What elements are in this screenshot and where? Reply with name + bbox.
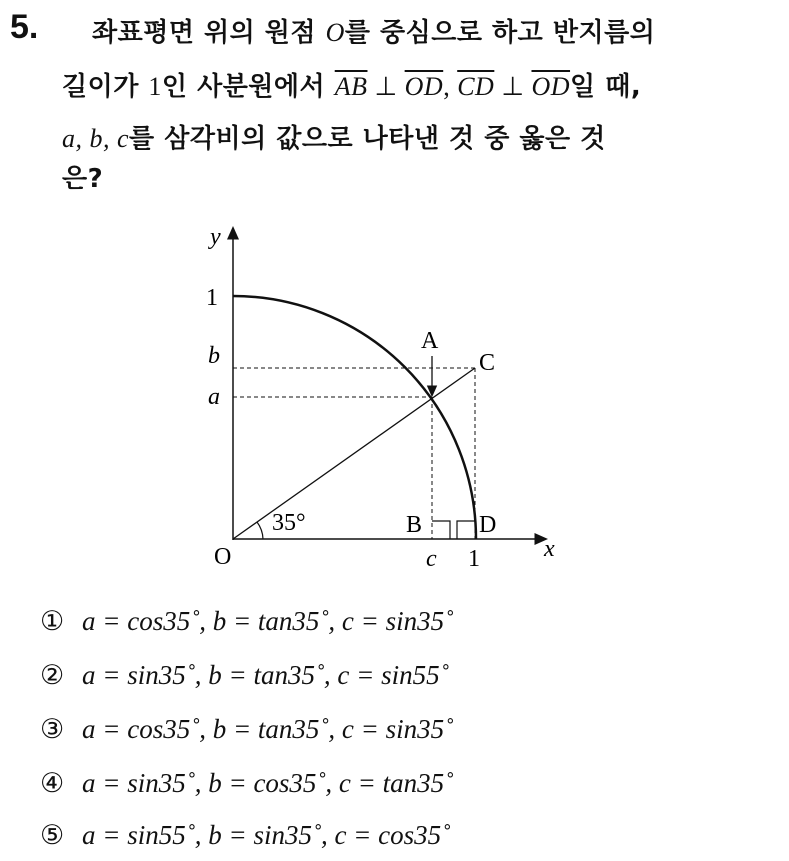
label-a: a	[208, 384, 220, 410]
choice-3-label: ③	[40, 714, 65, 744]
origin-label: O	[214, 544, 232, 570]
question-line-4: 은?	[62, 164, 104, 194]
right-angle-B	[432, 521, 450, 539]
choice-4[interactable]	[40, 768, 453, 799]
y-axis-label: y	[210, 224, 221, 250]
choice-1[interactable]	[40, 606, 453, 637]
choice-4-text: a = sin35˚, b = cos35˚, c = tan35˚	[82, 768, 454, 798]
choice-3[interactable]	[40, 714, 453, 745]
x-tick-1: 1	[468, 546, 480, 572]
question-line-2: 길이가 1인 사분원에서 $\overline{AB}$ ⊥ $\overline{OD}$, $\overline{CD}$ ⊥ $\overline{OD}$일 때,	[62, 72, 642, 102]
choice-5-text: a = sin55˚, b = sin35˚, c = cos35˚	[82, 820, 451, 850]
point-D-label: D	[479, 512, 497, 538]
angle-label: 35°	[272, 510, 306, 536]
point-A-label: A	[421, 328, 439, 354]
question-line-3: a, b, c를 삼각비의 값으로 나타낸 것 중 옳은 것	[62, 124, 606, 154]
choice-3-text: a = cos35˚, b = tan35˚, c = sin35˚	[82, 714, 454, 744]
line-OC	[233, 368, 475, 539]
question-number: 5.	[10, 8, 39, 46]
choice-1-label: ①	[40, 606, 65, 636]
point-C-label: C	[479, 350, 496, 376]
choice-4-label: ④	[40, 768, 65, 798]
choice-2-label: ②	[40, 660, 65, 690]
choice-5[interactable]	[40, 820, 450, 851]
y-tick-1: 1	[206, 285, 218, 311]
choice-5-label: ⑤	[40, 820, 65, 850]
right-angle-D	[457, 521, 475, 539]
x-axis-label: x	[544, 536, 555, 562]
angle-arc	[257, 522, 263, 539]
quarter-arc	[233, 296, 476, 539]
choice-1-text: a = cos35˚, b = tan35˚, c = sin35˚	[82, 606, 454, 636]
label-b: b	[208, 343, 220, 369]
label-c: c	[426, 546, 437, 572]
choice-2[interactable]	[40, 660, 449, 691]
question-line-1: 좌표평면 위의 원점 O를 중심으로 하고 반지름의	[92, 18, 656, 48]
choice-2-text: a = sin35˚, b = tan35˚, c = sin55˚	[82, 660, 449, 690]
point-B-label: B	[406, 512, 423, 538]
